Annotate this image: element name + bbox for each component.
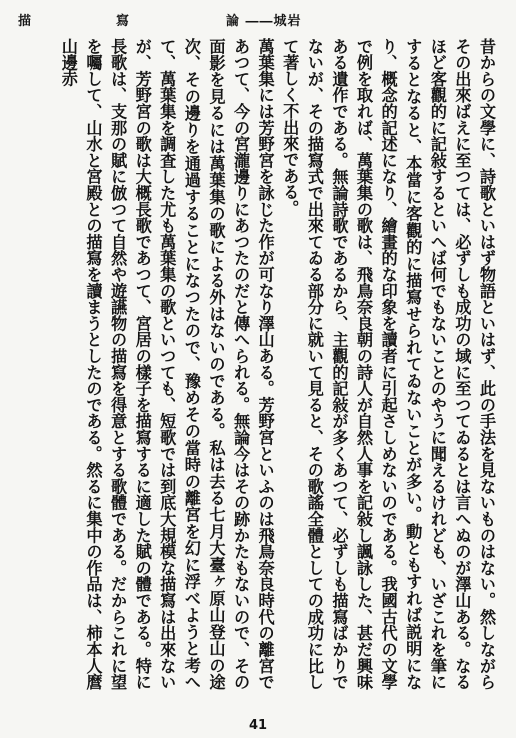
header-left-char-2: 描 <box>18 14 32 29</box>
header-title: 論 ――城岩 <box>226 14 302 29</box>
page-number: 41 <box>248 718 268 733</box>
running-header <box>0 10 516 32</box>
paragraph-1: 昔からの文學に、詩歌といはず物語といはず、此の手法を見ないものはない。然しながらその出來ばえに至つては、必ずしも成功の域に至つてゐるとは言へぬのが澤山ある。なるほど客觀的に記敍するといへば何でもないことのやうに聞えるけれども、いざこれを筆にするとなると、本當に客觀的に描寫せられてゐないことが多い。動ともすれば説明になり、概念的記述になり、繪畫的な印象を讀者に引起さしめないのである。我國古代の文學で例を取れば、萬葉集の歌は、飛鳥奈良朝の詩人が自然人事を記敍し諷詠した、甚だ興味ある遺作である。無論詩歌であるから、主觀的記敍が多くあつて、必ずしも描寫ばかりでないが、その描寫式で出來てゐる部分に就いて見ると、その歌謠全體としての成功に比して著しく不出來である。 <box>280 38 496 690</box>
header-left-char-1: 寫 <box>116 14 130 29</box>
main-text <box>28 38 498 690</box>
paragraph-2: 萬葉集には芳野宮を詠じた作が可なり澤山ある。芳野宮といふのは飛鳥奈良時代の離宮であつて、今の宮瀧邊りにあつたのだと傳へられる。無論今はその跡かたもないので、その面影を見るには萬葉集の歌による外はないのである。私は去る七月大臺ヶ原山登山の途次、その邊りを通過することになつたので、豫めその當時の離宮を幻に浮べようと考へて、萬葉集を調査した尤も萬葉集の歌といつても、短歌では到底大規模な描寫は出來ないが、芳野宮の歌は大概長歌であつて、宮居の樣子を描寫するに適した賦の體である。特に長歌は、支那の賦に倣つて自然や遊讌物の描寫を得意とする歌體である。だからこれに望を囑して、山水と宮殿との描寫を讀まうとしたのである。然るに集中の作品は、柿本人麿山邊赤 <box>58 38 275 690</box>
